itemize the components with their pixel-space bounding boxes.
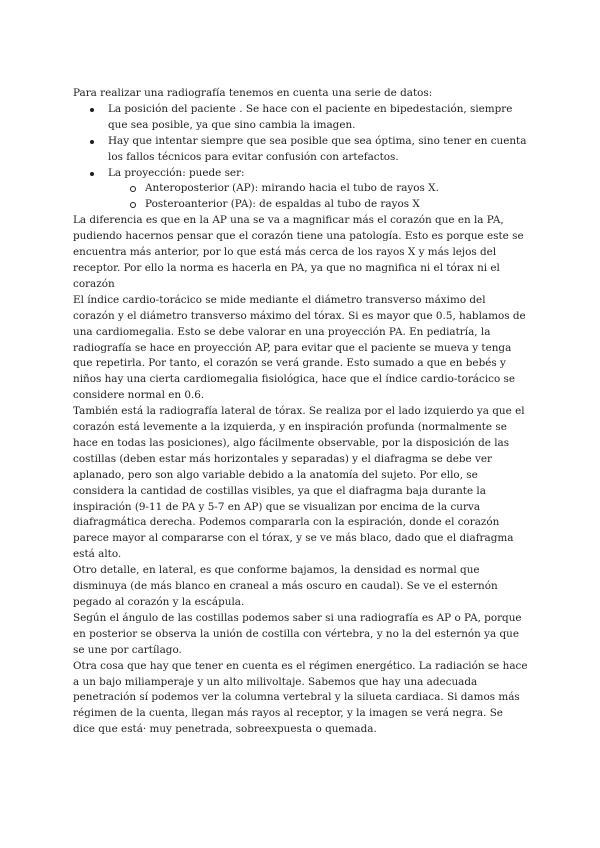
body-paragraph: La diferencia es que en la AP una se va a magnificar más el corazón que en la PA, pudiendo hacernos pensar que el corazón tiene una patología. Esto es porque este se encuentra más anterior, por lo que está más cerca de los rayos X y más lejos del receptor. Por ello la norma es hacerla en PA, ya que no magnifica ni el tórax ni el corazón xyxy=(73,214,524,290)
bullet-item xyxy=(73,166,528,214)
bullet-item-label: La proyección: puede ser: xyxy=(108,166,245,179)
sub-bullet-item: Posteroanterior (PA): de espaldas al tubo de rayos X xyxy=(108,197,528,213)
sub-bullet-item: Anteroposterior (AP): mirando hacia el tubo de rayos X. xyxy=(108,181,528,197)
bullet-item: La posición del paciente . Se hace con el paciente en bipedestación, siempre que sea posible, ya que sino cambia la imagen. xyxy=(73,102,528,134)
body-paragraph: Otro detalle, en lateral, es que conforme bajamos, la densidad es normal que disminuya (de más blanco en craneal a más oscuro en caudal). Se ve el esternón pegado al corazón y la escápula. xyxy=(73,564,498,608)
intro-paragraph: Para realizar una radiografía tenemos en cuenta una serie de datos: xyxy=(73,87,433,99)
sub-bullet-list xyxy=(108,181,528,213)
body-paragraph: Otra cosa que hay que tener en cuenta es el régimen energético. La radiación se hace a un bajo miliamperaje y un alto milivoltaje. Sabemos que hay una adecuada penetración sí podemos ver la columna vertebral y la silueta cardiaca. Si damos más régimen de la cuenta, llegan más rayos al receptor, y la imagen se verá negra. Se dice que está· muy penetrada, sobreexpuesta o quemada. xyxy=(73,659,528,736)
body-paragraph: El índice cardio-torácico se mide mediante el diámetro transverso máximo del corazón y el diámetro transverso máximo del tórax. Si es mayor que 0.5, hablamos de una cardiomegalia. Esto se debe valorar en una proyección PA. En pediatría, la radiografía se hace en proyección AP, para evitar que el paciente se mueva y tenga que repetirla. Por tanto, el corazón se verá grande. Esto sumado a que en bebés y niños hay una cierta cardiomegalia fisiológica, hace que el índice cardio-torácico se considere normal en 0.6. xyxy=(73,293,526,402)
bullet-item: Hay que intentar siempre que sea posible que sea óptima, sino tener en cuenta los fallos técnicos para evitar confusión con artefactos. xyxy=(73,134,528,166)
document-body xyxy=(73,86,528,738)
body-paragraph: Según el ángulo de las costillas podemos saber si una radiografía es AP o PA, porque en posterior se observa la unión de costilla con vértebra, y no la del esternón ya que se une por cartílago. xyxy=(73,611,522,656)
body-paragraph: También está la radiografía lateral de tórax. Se realiza por el lado izquierdo ya que el corazón está levemente a la izquierda, y en inspiración profunda (normalmente se hace en todas las posiciones), algo fácilmente observable, por la disposición de las costillas (deben estar más horizontales y separadas) y el diafragma se debe ver aplanado, pero son algo variable debido a la anatomía del sujeto. Por ello, se considera la cantidad de costillas visibles, ya que el diafragma baja durante la inspiración (9-11 de PA y 5-7 en AP) que se visualizan por encima de la curva diafragmática derecha. Podemos compararla con la espiración, donde el corazón parece mayor al compararse con el tórax, y se ve más blaco, dado que el diafragma está alto. xyxy=(73,405,525,561)
bullet-list xyxy=(73,102,528,213)
